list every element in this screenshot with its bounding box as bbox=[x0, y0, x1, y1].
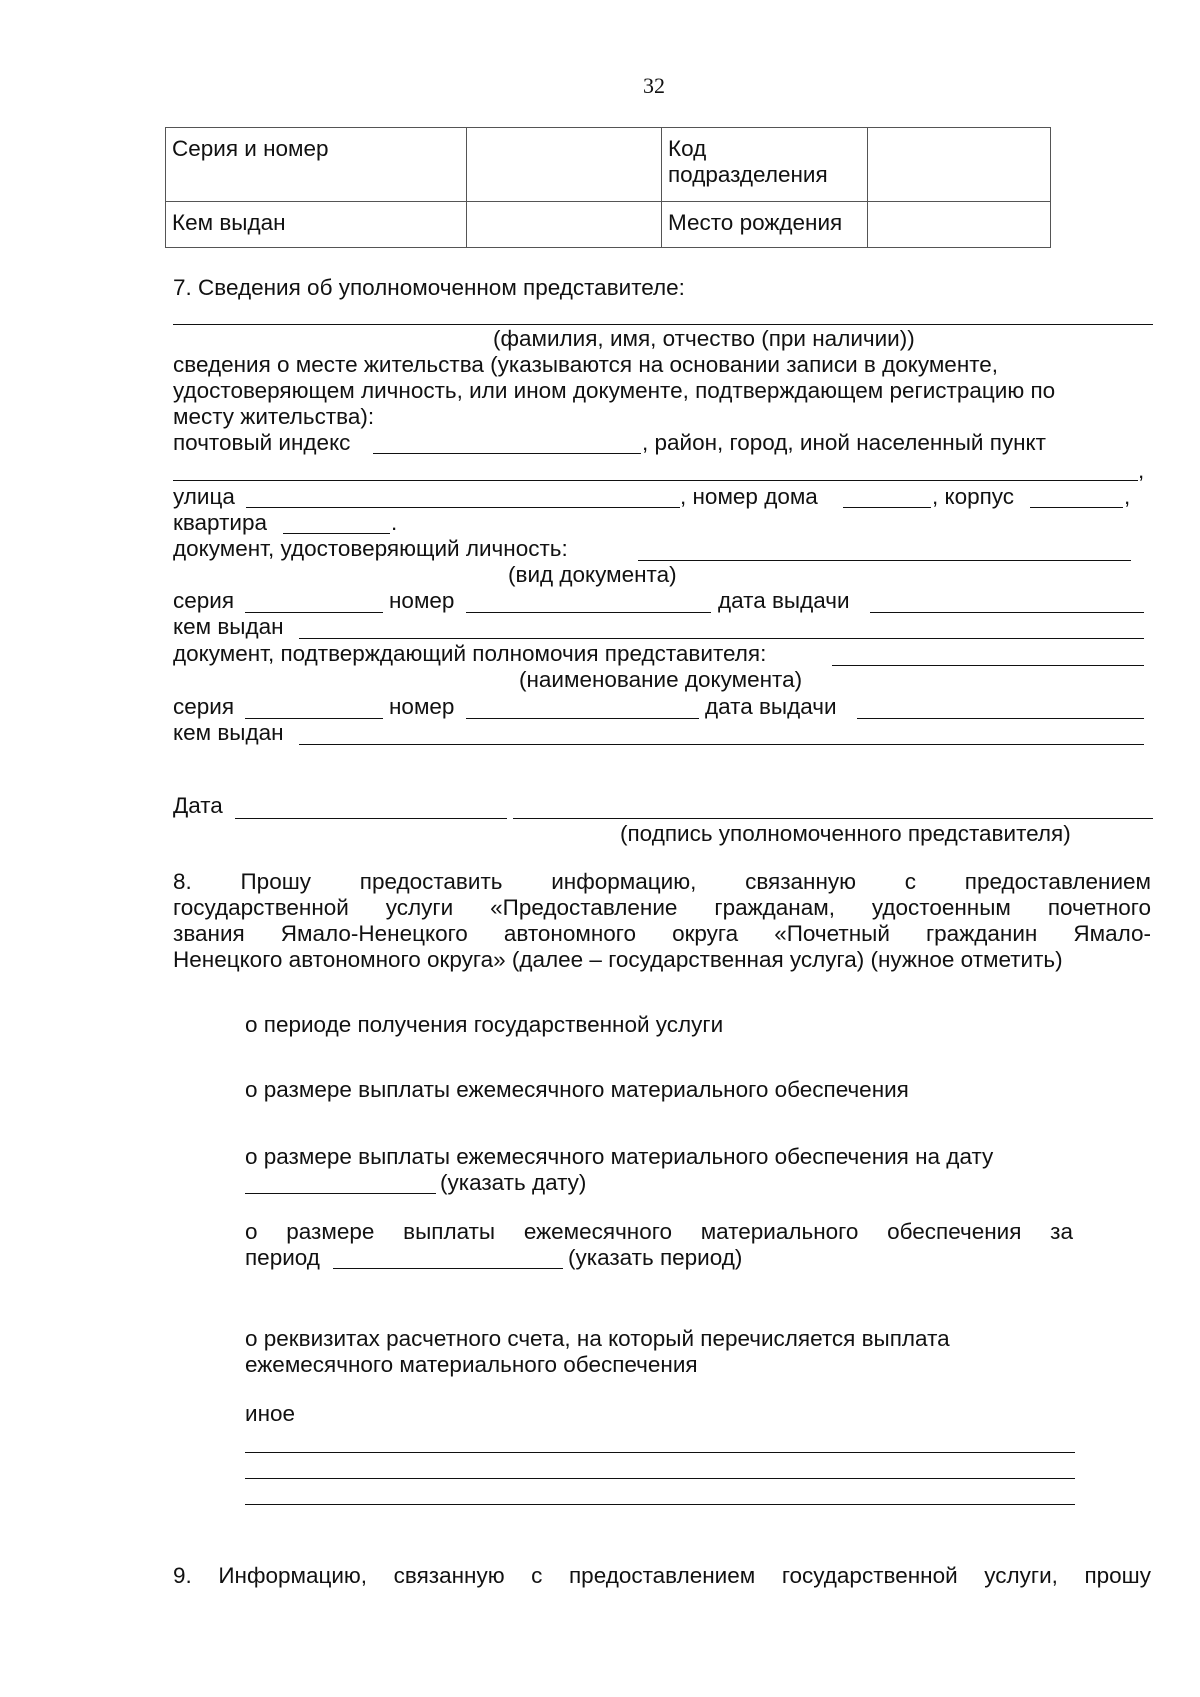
identity-doc-input-line[interactable] bbox=[638, 560, 1131, 561]
street-input-line[interactable] bbox=[246, 507, 680, 508]
other-input-line-1[interactable] bbox=[245, 1452, 1075, 1453]
division-code-label bbox=[662, 128, 868, 202]
option-amount[interactable]: о размере выплаты ежемесячного материального обеспечения bbox=[245, 1077, 909, 1102]
specify-date-caption: (указать дату) bbox=[440, 1170, 587, 1195]
house-number-label: , номер дома bbox=[680, 484, 818, 509]
identity-doc-label: документ, удостоверяющий личность: bbox=[173, 536, 568, 561]
section8-line1: 8. Прошу предоставить информацию, связанную с предоставлением bbox=[173, 869, 1151, 894]
residence-text-line2: удостоверяющем личность, или ином документе, подтверждающем регистрацию по bbox=[173, 378, 1056, 403]
series-number-field[interactable] bbox=[467, 128, 662, 202]
locality-comma: , bbox=[1138, 458, 1145, 483]
period-word: период bbox=[245, 1245, 320, 1270]
other-input-line-3[interactable] bbox=[245, 1504, 1075, 1505]
fio-input-line[interactable] bbox=[173, 324, 1153, 325]
issued-by-input-line[interactable] bbox=[299, 638, 1144, 639]
issue-date-input-line-2[interactable] bbox=[857, 718, 1144, 719]
option-amount-on-date[interactable]: о размере выплаты ежемесячного материального обеспечения на дату bbox=[245, 1144, 994, 1169]
apartment-input-line[interactable] bbox=[283, 533, 390, 534]
authority-doc-input-line[interactable] bbox=[832, 665, 1144, 666]
section8-line2: государственной услуги «Предоставление гражданам, удостоенным почетного bbox=[173, 895, 1151, 920]
section8-line4: Ненецкого автономного округа» (далее – государственная услуга) (нужное отметить) bbox=[173, 947, 1063, 972]
issued-by-label-2: кем выдан bbox=[173, 720, 284, 745]
house-number-input-line[interactable] bbox=[843, 507, 931, 508]
apartment-period: . bbox=[391, 510, 398, 535]
building-label: , корпус bbox=[932, 484, 1015, 509]
series-input-line[interactable] bbox=[245, 612, 383, 613]
residence-text-line1: сведения о месте жительства (указываются на основании записи в документе, bbox=[173, 352, 999, 377]
number-label-2: номер bbox=[389, 694, 455, 719]
residence-text-line3: месту жительства): bbox=[173, 404, 375, 429]
series-label: серия bbox=[173, 588, 235, 613]
building-input-line[interactable] bbox=[1030, 507, 1123, 508]
division-code-field[interactable] bbox=[868, 128, 1051, 202]
postal-index-label: почтовый индекс bbox=[173, 430, 351, 455]
option-amount-for-period[interactable]: о размере выплаты ежемесячного материального обеспечения за bbox=[245, 1219, 1073, 1244]
birthplace-field[interactable] bbox=[868, 202, 1051, 248]
doc-name-caption: (наименование документа) bbox=[519, 667, 803, 692]
number-input-line[interactable] bbox=[466, 612, 711, 613]
series-number-label: Серия и номер bbox=[166, 128, 467, 202]
table-row bbox=[166, 202, 1051, 248]
issue-date-label: дата выдачи bbox=[718, 588, 850, 613]
date-specify-input-line[interactable] bbox=[245, 1193, 436, 1194]
fio-caption: (фамилия, имя, отчество (при наличии)) bbox=[493, 326, 915, 351]
section7-heading: 7. Сведения об уполномоченном представителе: bbox=[173, 275, 685, 300]
period-input-line[interactable] bbox=[333, 1268, 563, 1269]
series-label-2: серия bbox=[173, 694, 235, 719]
issue-date-input-line[interactable] bbox=[870, 612, 1144, 613]
issued-by-input-line-2[interactable] bbox=[299, 744, 1144, 745]
option-period[interactable]: о периоде получения государственной услуги bbox=[245, 1012, 724, 1037]
table-row bbox=[166, 128, 1051, 202]
issue-date-label-2: дата выдачи bbox=[705, 694, 837, 719]
section8-line3: звания Ямало-Ненецкого автономного округа «Почетный гражданин Ямало- bbox=[173, 921, 1151, 946]
street-label: улица bbox=[173, 484, 235, 509]
apartment-label: квартира bbox=[173, 510, 267, 535]
signature-caption: (подпись уполномоченного представителя) bbox=[620, 821, 1071, 846]
postal-index-input-line[interactable] bbox=[373, 453, 641, 454]
identity-document-table bbox=[165, 127, 1051, 248]
locality-input-line[interactable] bbox=[173, 480, 1138, 481]
page-number: 32 bbox=[643, 73, 665, 98]
option-account[interactable]: о реквизитах расчетного счета, на который перечисляется выплата bbox=[245, 1326, 950, 1351]
other-input-line-2[interactable] bbox=[245, 1478, 1075, 1479]
section9-line1: 9. Информацию, связанную с предоставлением государственной услуги, прошу bbox=[173, 1563, 1151, 1588]
doc-type-caption: (вид документа) bbox=[508, 562, 677, 587]
number-input-line-2[interactable] bbox=[466, 718, 699, 719]
issued-by-label: кем выдан bbox=[173, 614, 284, 639]
birthplace-label: Место рождения bbox=[662, 202, 868, 248]
option-account-line2: ежемесячного материального обеспечения bbox=[245, 1352, 698, 1377]
number-label: номер bbox=[389, 588, 455, 613]
option-other[interactable]: иное bbox=[245, 1401, 296, 1426]
division-code-line2: подразделения bbox=[668, 162, 828, 187]
district-city-label: , район, город, иной населенный пункт bbox=[642, 430, 1046, 455]
issued-by-label: Кем выдан bbox=[166, 202, 467, 248]
specify-period-caption: (указать период) bbox=[568, 1245, 743, 1270]
signature-input-line[interactable] bbox=[513, 818, 1153, 819]
building-comma: , bbox=[1124, 484, 1131, 509]
date-label: Дата bbox=[173, 793, 223, 818]
division-code-line1: Код bbox=[668, 136, 707, 161]
date-input-line[interactable] bbox=[235, 818, 507, 819]
series-input-line-2[interactable] bbox=[245, 718, 383, 719]
issued-by-field[interactable] bbox=[467, 202, 662, 248]
authority-doc-label: документ, подтверждающий полномочия представителя: bbox=[173, 641, 767, 666]
